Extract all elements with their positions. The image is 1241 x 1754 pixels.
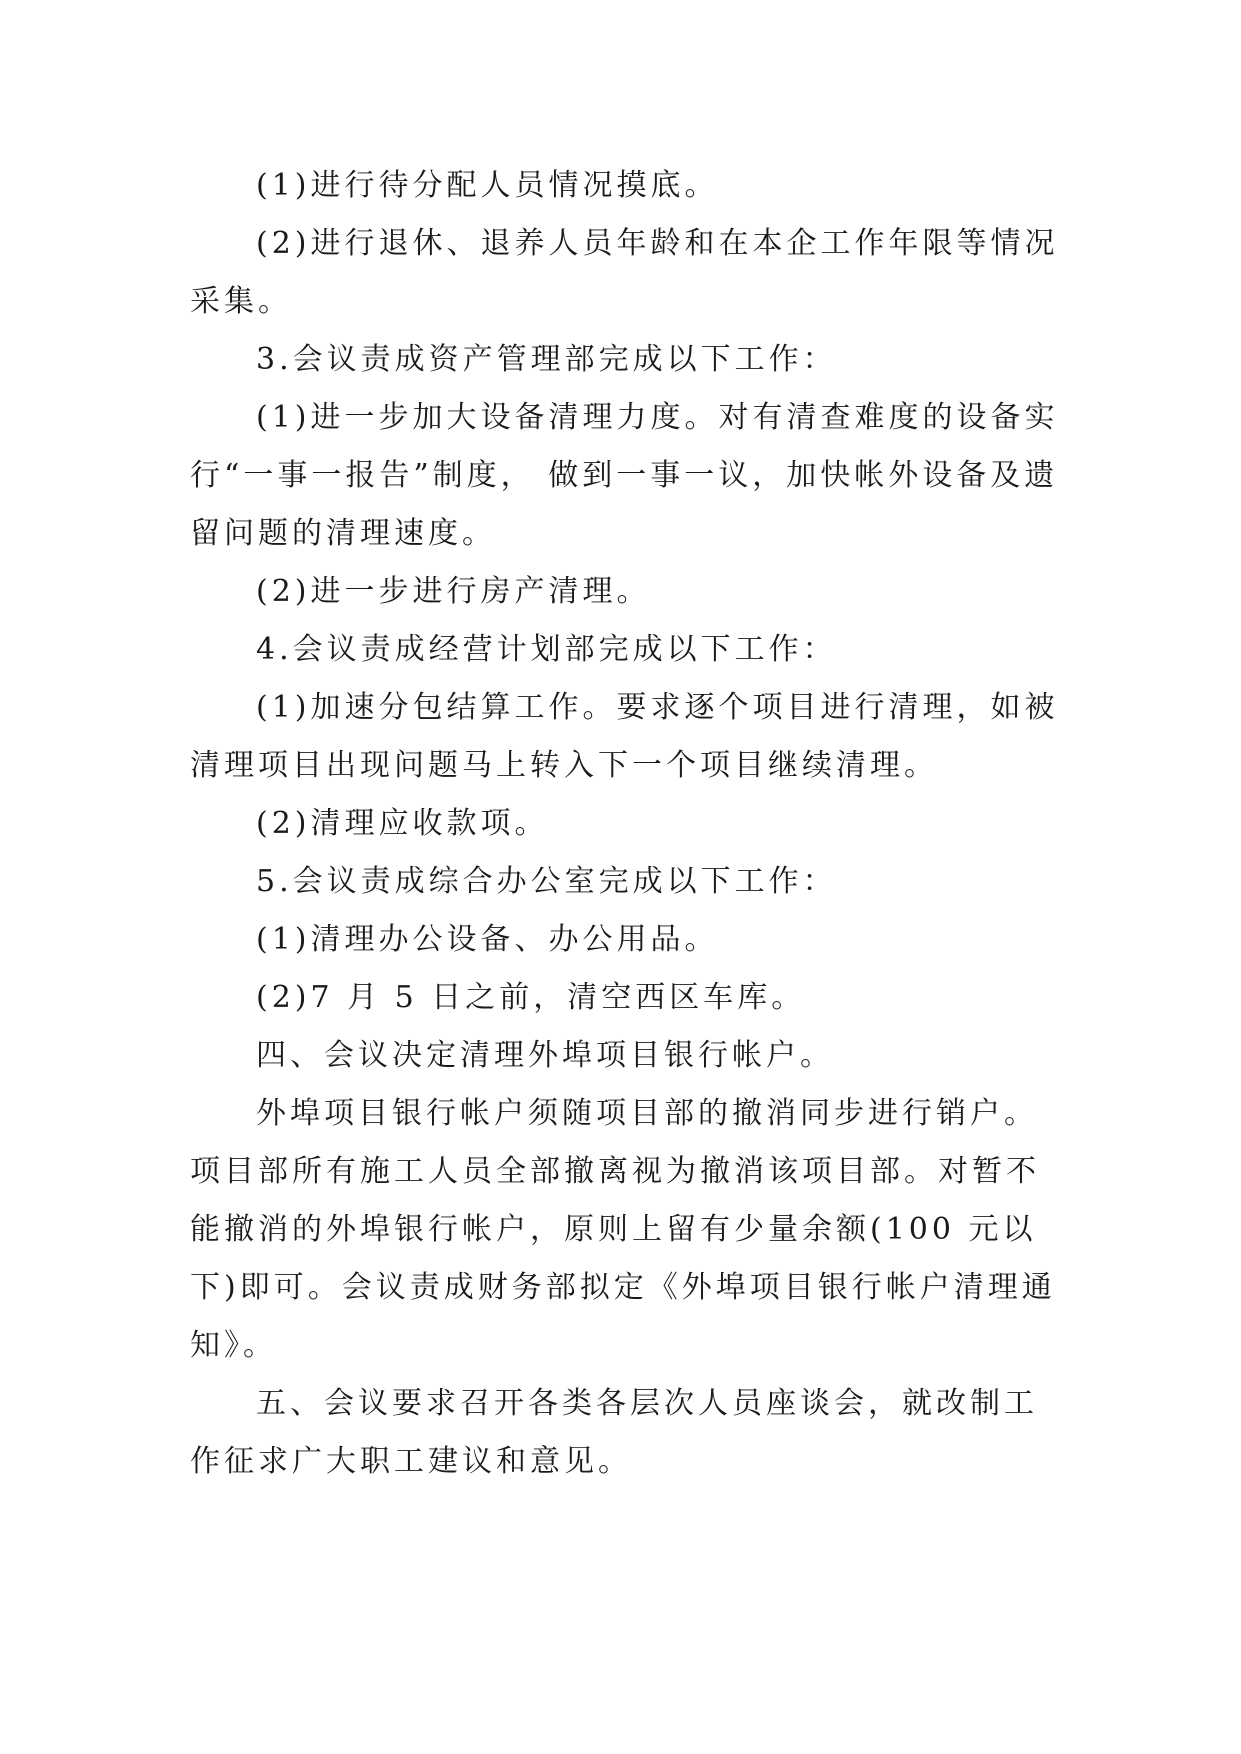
paragraph-item-4-1: (1)加速分包结算工作。要求逐个项目进行清理，如被清理项目出现问题马上转入下一个项目继续清理。 — [190, 690, 1059, 783]
paragraph-section-five: 五、会议要求召开各类各层次人员座谈会，就改制工作征求广大职工建议和意见。 — [190, 1386, 1038, 1479]
paragraph-item-3-1: (1)进一步加大设备清理力度。对有清查难度的设备实行“一事一报告”制度， 做到一事一议，加快帐外设备及遗留问题的清理速度。 — [190, 400, 1059, 551]
paragraph-section-four-heading: 四、会议决定清理外埠项目银行帐户。 — [256, 1038, 834, 1073]
paragraph-item-5-1: (1)清理办公设备、办公用品。 — [256, 922, 719, 957]
paragraph-item-5-2: (2)7 月 5 日之前，清空西区车库。 — [256, 980, 806, 1015]
paragraph-item-3-2: (2)进一步进行房产清理。 — [256, 574, 651, 609]
paragraph-section-four-body: 外埠项目银行帐户须随项目部的撤消同步进行销户。项目部所有施工人员全部撤离视为撤消该项目部。对暂不能撤消的外埠银行帐户，原则上留有少量余额(100 元以下)即可。会议责成财务部拟定《外埠项目银行帐户清理通知》。 — [190, 1096, 1056, 1363]
paragraph-section-3-heading: 3.会议责成资产管理部完成以下工作： — [256, 342, 837, 377]
paragraph-item-1-2: (2)进行退休、退养人员年龄和在本企工作年限等情况采集。 — [190, 226, 1059, 319]
paragraph-section-4-heading: 4.会议责成经营计划部完成以下工作： — [256, 632, 837, 667]
paragraph-section-5-heading: 5.会议责成综合办公室完成以下工作： — [256, 864, 837, 899]
paragraph-item-4-2: (2)清理应收款项。 — [256, 806, 549, 841]
document-body — [190, 157, 1070, 1491]
paragraph-item-1-1: (1)进行待分配人员情况摸底。 — [256, 168, 719, 203]
